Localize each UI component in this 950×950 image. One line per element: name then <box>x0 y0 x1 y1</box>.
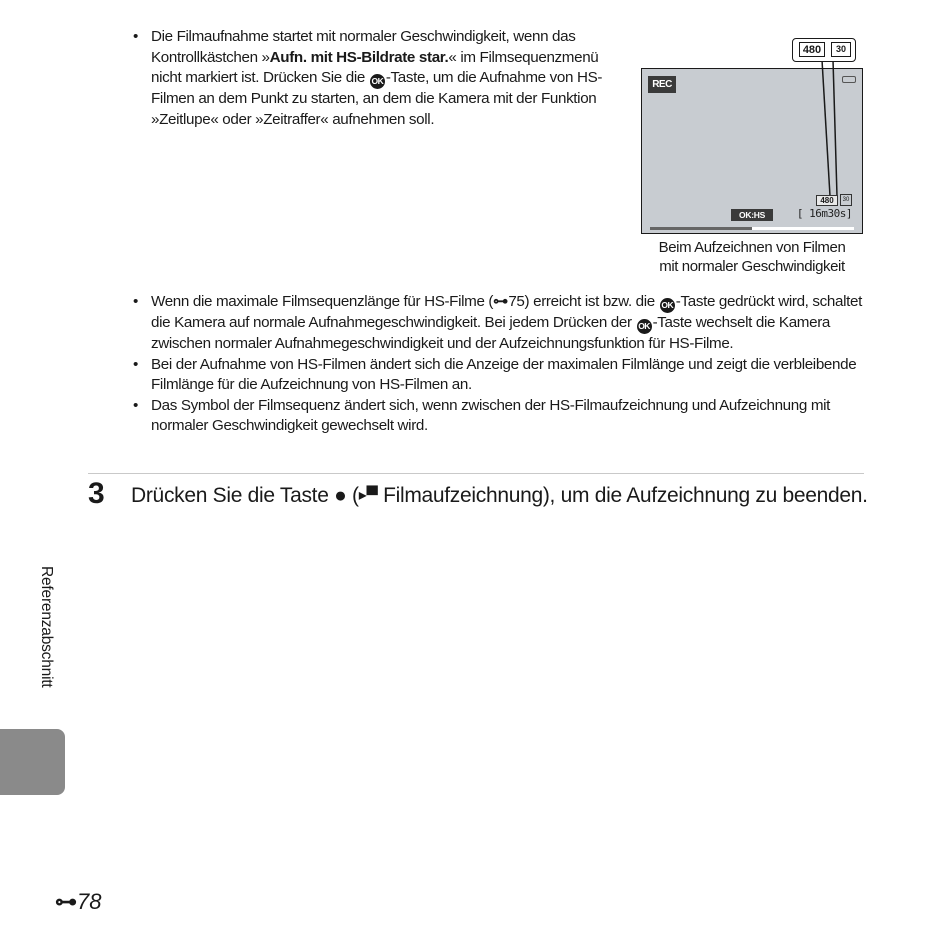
bold-setting-name: Aufn. mit HS-Bildrate star. <box>269 48 449 66</box>
bullet-item: • Bei der Aufnahme von HS-Filmen ändert sich die Anzeige der maximalen Filmlänge und zeigt die verbleibende Filmlänge für die Aufzeichnung von HS-Filmen an. <box>131 355 866 396</box>
page-number-value: 78 <box>77 889 102 914</box>
reference-page: 75 <box>508 293 525 310</box>
reference-icon: ⊶ <box>55 889 75 914</box>
step-instruction <box>131 482 871 510</box>
page-number <box>55 889 101 915</box>
text: -Taste wechselt die Kamera zwischen normaler Aufnahmegeschwindigkeit und der Aufzeichnungsfunktion für HS-Filme. <box>151 314 831 352</box>
caption-line: Beim Aufzeichnen von Filmen <box>658 239 846 256</box>
callout-quality: 480 <box>799 42 825 57</box>
text: -Taste, um die Aufnahme von HS-Filmen an dem Punkt zu starten, an dem die Kamera mit der Funktion »Zeitlupe« oder »Zeitraffer« aufnehmen soll. <box>151 69 603 128</box>
section-tab <box>0 729 65 795</box>
intro-bullet <box>131 27 611 130</box>
text: -Taste gedrückt wird, schaltet die Kamera auf normale Aufnahmegeschwindigkeit. Bei jedem Drücken der <box>151 293 862 331</box>
screen-quality-icon: 480 <box>816 195 838 206</box>
text: Filmaufzeichnung), um die Aufzeichnung zu beenden. <box>377 484 868 507</box>
ok-hs-indicator: OK:HS <box>731 209 773 221</box>
movie-quality-callout <box>792 38 856 62</box>
section-side-label: Referenzabschnitt <box>38 566 55 688</box>
section-divider <box>88 473 864 474</box>
ok-button-icon: OK <box>637 319 652 334</box>
remaining-time: [ 16m30s] <box>796 207 852 220</box>
text: Wenn die maximale Filmsequenzlänge für HS-Filme ( <box>151 293 494 310</box>
text: ) erreicht ist bzw. die <box>524 293 659 310</box>
callout-fps: 30 <box>831 42 851 57</box>
bullet-item <box>131 292 866 355</box>
text: Drücken Sie die Taste <box>131 484 335 507</box>
callout-leader-lines <box>815 60 845 200</box>
text: « im Filmsequenzmenü nicht markiert ist. Drücken Sie die <box>151 48 599 86</box>
screen-fps-icon: 30 <box>840 194 852 206</box>
bullet-list <box>131 292 866 437</box>
figure-caption <box>630 238 874 276</box>
ok-button-icon: OK <box>370 74 385 89</box>
ok-button-icon: OK <box>660 298 675 313</box>
intro-bullet-list <box>131 27 611 130</box>
text: Die Filmaufnahme startet mit normaler Geschwindigkeit, wenn das Kontrollkästchen » <box>151 28 576 66</box>
caption-line: mit normaler Geschwindigkeit <box>659 258 845 275</box>
rec-badge: REC <box>648 76 676 93</box>
text: ( <box>346 484 359 507</box>
reference-icon: ⊶ <box>493 293 507 310</box>
record-button-icon: ● <box>334 484 347 507</box>
recording-progress <box>650 227 854 230</box>
step-number: 3 <box>88 477 105 510</box>
recording-progress-fill <box>650 227 752 230</box>
movie-record-icon: ▸▀ <box>358 487 378 504</box>
bullet-item: • Das Symbol der Filmsequenz ändert sich, wenn zwischen der HS-Filmaufzeichnung und Aufzeichnung mit normaler Geschwindigkeit gewechselt wird. <box>131 396 866 437</box>
